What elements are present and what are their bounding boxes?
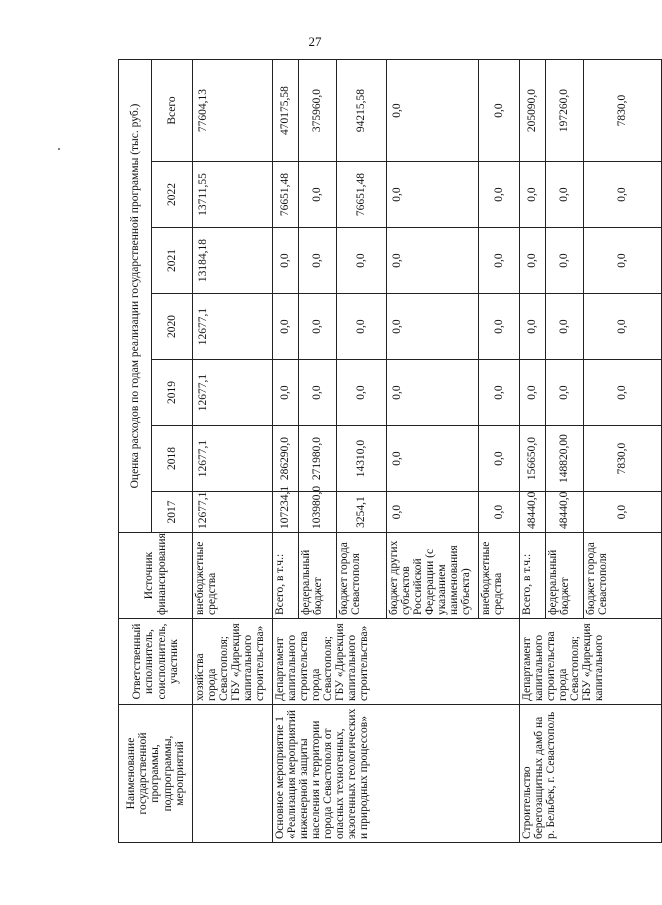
cell-name: Основное мероприятие 1 «Реализация мероприятий инженерной защиты населения и территории города Севастополя от опасных техногенных, экзогенных геологических и природных процессов» (273, 705, 520, 843)
cell-value: 0,0 (584, 162, 662, 228)
cell-value: 0,0 (520, 360, 546, 426)
cell-value: 0,0 (520, 228, 546, 294)
cell-value: 0,0 (299, 162, 337, 228)
cell-value: 12677,1 (193, 294, 273, 360)
cell-value: 0,0 (299, 360, 337, 426)
cell-value: 156650,0 (520, 426, 546, 492)
cell-value: 0,0 (479, 294, 520, 360)
cell-value: 0,0 (546, 162, 584, 228)
table-row (273, 60, 299, 843)
cell-value: 0,0 (546, 360, 584, 426)
cell-source: бюджет города Севастополя (584, 533, 662, 619)
cell-value: 0,0 (273, 228, 299, 294)
cell-value: 0,0 (337, 228, 387, 294)
cell-source: федеральный бюджет (299, 533, 337, 619)
cell-value: 286290,0 (273, 426, 299, 492)
cell-source: бюджет других субъектов Российской Федерации (с указанием наименования субъекта) (387, 533, 479, 619)
cell-value: 0,0 (387, 492, 479, 533)
cell-value: 0,0 (337, 360, 387, 426)
cell-value: 197260,0 (546, 60, 584, 162)
cell-value: 0,0 (337, 294, 387, 360)
cell-source: бюджет города Севастополя (337, 533, 387, 619)
cell-value: 0,0 (584, 294, 662, 360)
cell-value: 0,0 (520, 294, 546, 360)
scan-speck (58, 148, 60, 150)
cell-value: 48440,0 (546, 492, 584, 533)
cell-value: 0,0 (546, 228, 584, 294)
cell-value: 0,0 (479, 228, 520, 294)
cell-name: Строительство берегозащитных дамб на р. Бельбек, г. Севастополь (520, 705, 662, 843)
header-name: Наименование государственной программы, подпрограммы, мероприятий (119, 705, 193, 843)
cell-value: 12677,1 (193, 426, 273, 492)
header-year: 2018 (152, 426, 193, 492)
cell-value: 48440,0 (520, 492, 546, 533)
cell-value: 14310,0 (337, 426, 387, 492)
cell-source: внебюджетные средства (193, 533, 273, 619)
cell-value: 0,0 (479, 360, 520, 426)
cell-value: 205090,0 (520, 60, 546, 162)
cell-value: 12677,1 (193, 492, 273, 533)
cell-value: 271980,0 (299, 426, 337, 492)
cell-value: 470175,58 (273, 60, 299, 162)
cell-value: 77604,13 (193, 60, 273, 162)
cell-value: 0,0 (387, 360, 479, 426)
cell-value: 0,0 (387, 294, 479, 360)
table-row (193, 60, 273, 843)
cell-value: 0,0 (479, 60, 520, 162)
cell-value: 0,0 (387, 426, 479, 492)
cell-source: Всего, в т.ч.: (520, 533, 546, 619)
cell-value: 0,0 (479, 426, 520, 492)
header-estimate: Оценка расходов по годам реализации государственной программы (тыс. руб.) (119, 60, 152, 533)
cell-name (193, 705, 273, 843)
table-row (520, 60, 546, 843)
budget-table (118, 59, 662, 843)
cell-value: 0,0 (387, 60, 479, 162)
cell-value: 0,0 (387, 228, 479, 294)
cell-executor: хозяйства города Севастополя; ГБУ «Дирекция капитального строительства» (193, 619, 273, 705)
cell-value: 94215,58 (337, 60, 387, 162)
cell-value: 0,0 (299, 294, 337, 360)
cell-executor: Департамент капитального строительства города Севастополя; ГБУ «Дирекция капитального (520, 619, 662, 705)
cell-value: 13711,55 (193, 162, 273, 228)
cell-value: 0,0 (273, 360, 299, 426)
page-number: 27 (308, 34, 322, 49)
header-year: 2022 (152, 162, 193, 228)
cell-value: 148820,00 (546, 426, 584, 492)
cell-value: 0,0 (546, 294, 584, 360)
cell-value: 375960,0 (299, 60, 337, 162)
cell-value: 0,0 (584, 492, 662, 533)
header-year: 2020 (152, 294, 193, 360)
header-executor: Ответственный исполнитель, соисполнитель, участник (119, 619, 193, 705)
cell-value: 13184,18 (193, 228, 273, 294)
cell-value: 103980,0 (299, 492, 337, 533)
header-source: Источник финансирования (119, 533, 193, 619)
cell-executor: Департамент капитального строительства города Севастополя; ГБУ «Дирекция капитального строительства» (273, 619, 520, 705)
cell-value: 0,0 (387, 162, 479, 228)
rotated-table-container (118, 60, 629, 843)
cell-value: 3254,1 (337, 492, 387, 533)
cell-value: 0,0 (584, 360, 662, 426)
cell-value: 76651,48 (337, 162, 387, 228)
cell-value: 107234,1 (273, 492, 299, 533)
cell-source: внебюджетные средства (479, 533, 520, 619)
cell-value: 7830,0 (584, 426, 662, 492)
header-year: 2021 (152, 228, 193, 294)
cell-value: 0,0 (299, 228, 337, 294)
cell-value: 0,0 (479, 162, 520, 228)
cell-source: Всего, в т.ч.: (273, 533, 299, 619)
header-total: Всего (152, 60, 193, 162)
cell-value: 76651,48 (273, 162, 299, 228)
cell-value: 12677,1 (193, 360, 273, 426)
cell-value: 0,0 (520, 162, 546, 228)
header-year: 2019 (152, 360, 193, 426)
cell-value: 0,0 (273, 294, 299, 360)
header-year: 2017 (152, 492, 193, 533)
cell-value: 0,0 (479, 492, 520, 533)
cell-value: 0,0 (584, 228, 662, 294)
cell-source: федеральный бюджет (546, 533, 584, 619)
cell-value: 7830,0 (584, 60, 662, 162)
